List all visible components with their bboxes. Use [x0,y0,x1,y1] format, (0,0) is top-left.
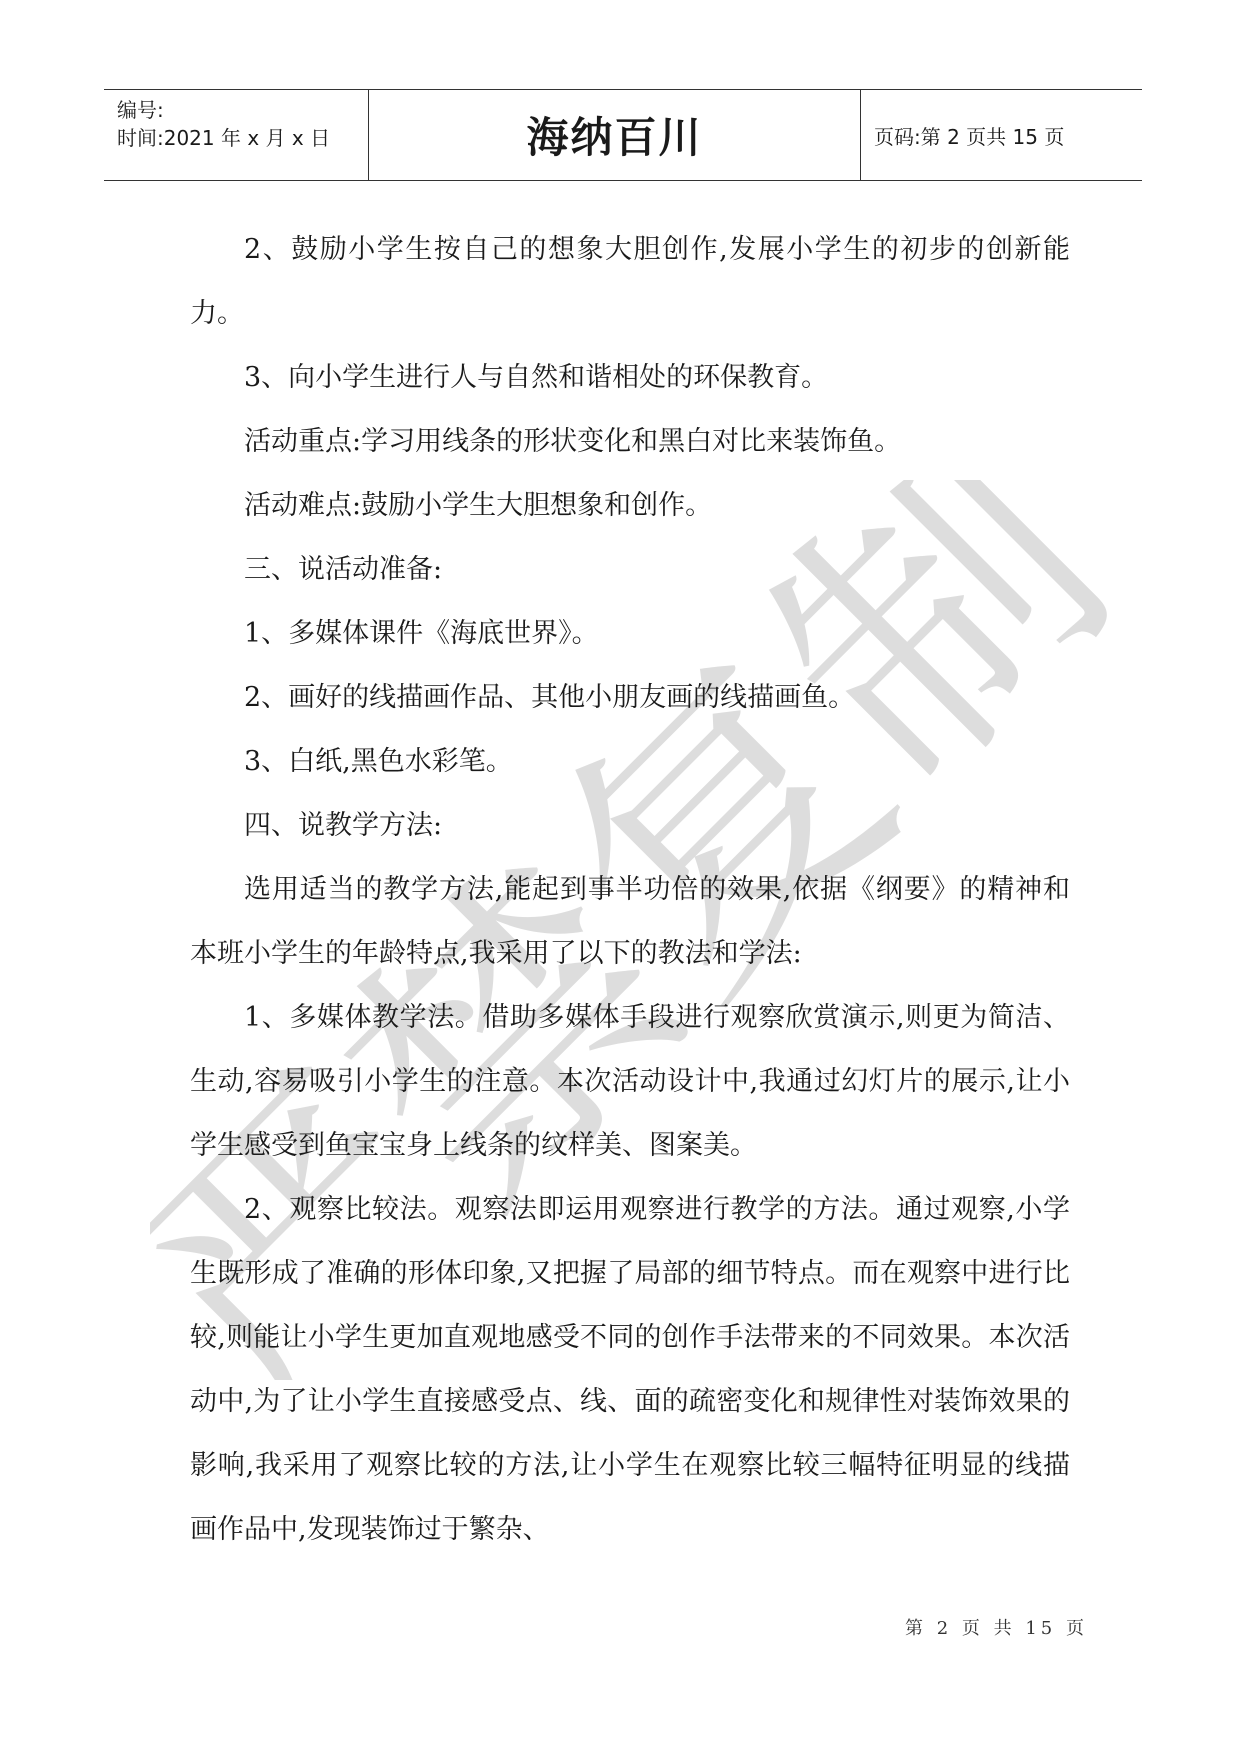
paragraph: 3、白纸,黑色水彩笔。 [244,746,513,777]
header-title: 海纳百川 [369,90,861,180]
paragraph: 选用适当的教学方法,能起到事半功倍的效果,依据《纲要》的精神和本班小学生的年龄特点,我采用了以下的教法和学法: [190,874,1070,969]
section-heading: 三、说活动准备: [244,554,443,585]
time-label: 时间:2021 年 x 月 x 日 [117,126,331,150]
paragraph: 1、多媒体课件《海底世界》。 [244,618,599,649]
paragraph: 2、观察比较法。观察法即运用观察进行教学的方法。通过观察,小学生既形成了准确的形体印象,又把握了局部的细节特点。而在观察中进行比较,则能让小学生更加直观地感受不同的创作手法带来的不同效果。本次活动中,为了让小学生直接感受点、线、面的疏密变化和规律性对装饰效果的影响,我采用了观察比较的方法,让小学生在观察比较三幅特征明显的线描画作品中,发现装饰过于繁杂、 [190,1194,1070,1545]
page-header [104,89,1142,181]
serial-label: 编号: [117,98,164,122]
paragraph: 2、画好的线描画作品、其他小朋友画的线描画鱼。 [244,682,856,713]
watermark-text: 严禁复制 [150,480,1130,1380]
header-page-number: 页码:第 2 页共 15 页 [874,124,1065,149]
paragraph: 活动重点:学习用线条的形状变化和黑白对比来装饰鱼。 [244,426,902,457]
paragraph: 3、向小学生进行人与自然和谐相处的环保教育。 [244,362,829,393]
section-heading: 四、说教学方法: [244,810,443,841]
body-text [190,218,1070,1562]
paragraph: 活动难点:鼓励小学生大胆想象和创作。 [244,490,713,521]
paragraph: 1、多媒体教学法。借助多媒体手段进行观察欣赏演示,则更为简洁、生动,容易吸引小学生的注意。本次活动设计中,我通过幻灯片的展示,让小学生感受到鱼宝宝身上线条的纹样美、图案美。 [190,1002,1070,1161]
header-meta [104,90,369,180]
page-footer: 第 2 页 共 15 页 [905,1618,1088,1639]
paragraph: 2、鼓励小学生按自己的想象大胆创作,发展小学生的初步的创新能力。 [190,234,1070,329]
